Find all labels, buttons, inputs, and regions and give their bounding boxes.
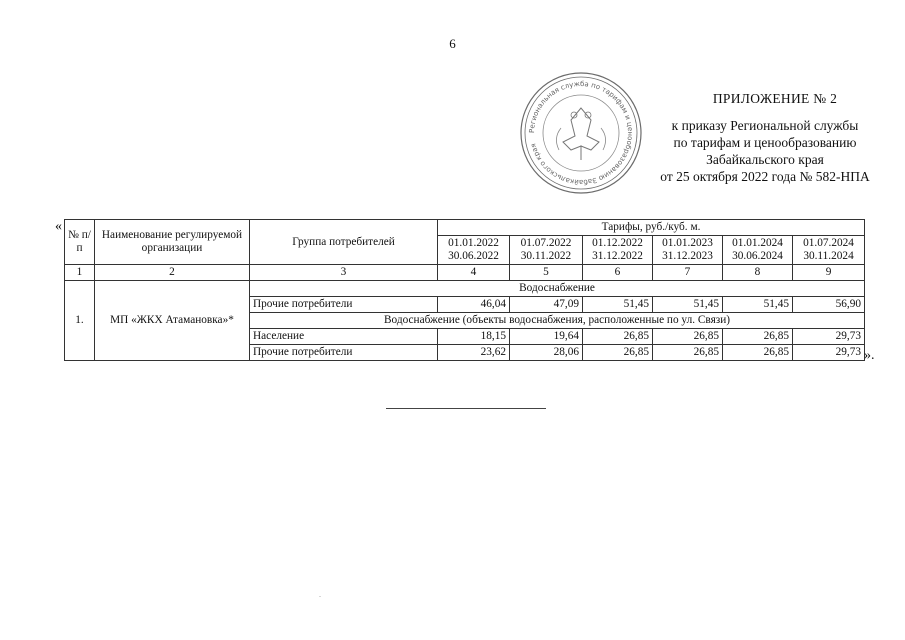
tariff-value: 47,09 xyxy=(510,297,583,313)
section-water-supply-sviazi: Водоснабжение (объекты водоснабжения, расположенные по ул. Связи) xyxy=(250,313,865,329)
tariff-value: 23,62 xyxy=(438,345,510,361)
tariff-value: 26,85 xyxy=(583,345,653,361)
tariff-value: 19,64 xyxy=(510,329,583,345)
seal-text: Региональная служба по тарифам и ценообразованию Забайкальского края xyxy=(527,79,635,187)
tariff-value: 56,90 xyxy=(793,297,865,313)
header-organization: Наименование регулируемой организации xyxy=(95,220,250,265)
appendix-title: ПРИЛОЖЕНИЕ № 2 xyxy=(712,91,838,106)
period-header xyxy=(510,236,583,265)
period-from: 01.12.2022 xyxy=(592,237,643,249)
tariff-value: 46,04 xyxy=(438,297,510,313)
tariff-table xyxy=(64,219,865,361)
column-number: 5 xyxy=(510,265,583,281)
period-header xyxy=(793,236,865,265)
period-to: 30.06.2022 xyxy=(448,250,499,262)
column-number: 3 xyxy=(250,265,438,281)
column-number: 4 xyxy=(438,265,510,281)
tariff-value: 26,85 xyxy=(653,345,723,361)
column-number: 8 xyxy=(723,265,793,281)
tariff-value: 18,15 xyxy=(438,329,510,345)
period-header xyxy=(653,236,723,265)
period-header xyxy=(438,236,510,265)
column-number-row xyxy=(65,265,865,281)
period-from: 01.01.2023 xyxy=(662,237,713,249)
tariff-value: 51,45 xyxy=(583,297,653,313)
period-to: 30.11.2024 xyxy=(803,250,854,262)
consumer-group: Прочие потребители xyxy=(250,297,438,313)
tariff-value: 26,85 xyxy=(583,329,653,345)
tariff-value: 28,06 xyxy=(510,345,583,361)
consumer-group: Прочие потребители xyxy=(250,345,438,361)
column-number: 6 xyxy=(583,265,653,281)
opening-quote: « xyxy=(55,219,62,234)
tariff-value: 29,73 xyxy=(793,329,865,345)
column-number: 9 xyxy=(793,265,865,281)
header-tariffs: Тарифы, руб./куб. м. xyxy=(438,220,865,236)
period-header xyxy=(723,236,793,265)
period-header xyxy=(583,236,653,265)
section-water-supply: Водоснабжение xyxy=(250,281,865,297)
period-from: 01.07.2024 xyxy=(803,237,854,249)
tariff-value: 29,73 xyxy=(793,345,865,361)
period-to: 31.12.2023 xyxy=(662,250,713,262)
period-to: 30.11.2022 xyxy=(520,250,572,262)
consumer-group: Население xyxy=(250,329,438,345)
period-from: 01.01.2022 xyxy=(448,237,499,249)
tariff-value: 51,45 xyxy=(723,297,793,313)
column-number: 2 xyxy=(95,265,250,281)
header-num: № п/п xyxy=(65,220,95,265)
appendix-line: к приказу Региональной службы xyxy=(671,118,859,133)
appendix-line: от 25 октября 2022 года № 582-НПА xyxy=(660,169,870,184)
period-to: 30.06.2024 xyxy=(732,250,783,262)
organization-name: МП «ЖКХ Атамановка»* xyxy=(95,281,250,361)
period-from: 01.07.2022 xyxy=(520,237,572,249)
period-to: 31.12.2022 xyxy=(592,250,643,262)
closing-quote: ». xyxy=(864,348,875,363)
scan-speck: . xyxy=(319,590,321,599)
header-consumer-group: Группа потребителей xyxy=(250,220,438,265)
tariff-value: 26,85 xyxy=(723,345,793,361)
period-from: 01.01.2024 xyxy=(732,237,783,249)
tariff-value: 26,85 xyxy=(723,329,793,345)
row-number: 1. xyxy=(65,281,95,361)
tariff-value: 26,85 xyxy=(653,329,723,345)
appendix-line: Забайкальского края xyxy=(706,152,824,167)
column-number: 7 xyxy=(653,265,723,281)
tariff-value: 51,45 xyxy=(653,297,723,313)
page-number: 6 xyxy=(449,36,456,51)
separator-line xyxy=(386,408,546,409)
appendix-line: по тарифам и ценообразованию xyxy=(673,135,857,150)
appendix-header xyxy=(600,90,890,185)
column-number: 1 xyxy=(65,265,95,281)
